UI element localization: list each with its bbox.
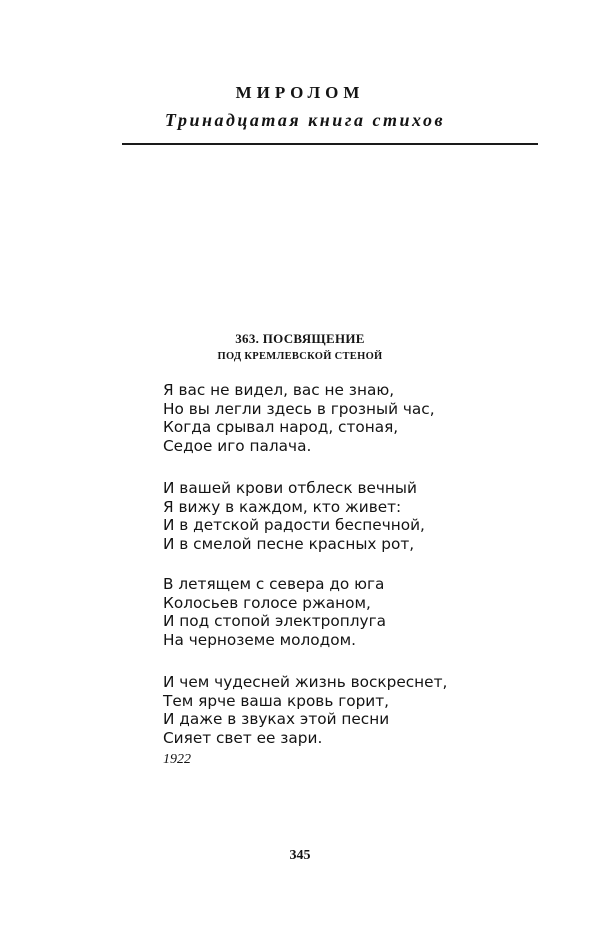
- stanza-4: [163, 673, 483, 747]
- poem-line: И в смелой песне красных рот,: [163, 534, 415, 553]
- poem-subtitle: ПОД КРЕМЛЕВСКОЙ СТЕНОЙ: [217, 351, 383, 362]
- poem-line: Я вас не видел, вас не знаю,: [163, 381, 395, 399]
- poem-line: Колосьев голосе ржаном,: [163, 593, 371, 612]
- poem-line: Сияет свет ее зари.: [163, 728, 323, 747]
- poem-line: На черноземе молодом.: [163, 630, 356, 649]
- book-title: МИРОЛОМ: [235, 83, 365, 102]
- poem-line: И вашей крови отблеск вечный: [163, 479, 417, 497]
- poem-line: В летящем с севера до юга: [163, 575, 385, 593]
- poem-line: Когда срывал народ, стоная,: [163, 418, 399, 436]
- poem-title: 363. ПОСВЯЩЕНИЕ: [235, 331, 365, 346]
- poem-line: Я вижу в каждом, кто живет:: [163, 497, 402, 516]
- book-subtitle: Тринадцатая книга стихов: [164, 110, 446, 130]
- poem-line: И в детской радости беспечной,: [163, 516, 425, 534]
- header-divider: [122, 143, 538, 145]
- poem-line: Но вы легли здесь в грозный час,: [163, 399, 435, 418]
- poem-line: И под стопой электроплуга: [163, 612, 386, 630]
- poem-date: 1922: [163, 752, 191, 767]
- stanza-3: [163, 575, 483, 649]
- stanza-2: [163, 479, 483, 553]
- poem-line: И чем чудесней жизнь воскреснет,: [163, 673, 448, 691]
- poem-line: И даже в звуках этой песни: [163, 710, 390, 728]
- poem-line: Тем ярче ваша кровь горит,: [163, 691, 390, 710]
- stanza-1: [163, 381, 483, 455]
- page-number: 345: [289, 848, 311, 863]
- poem-line: Седое иго палача.: [163, 436, 312, 455]
